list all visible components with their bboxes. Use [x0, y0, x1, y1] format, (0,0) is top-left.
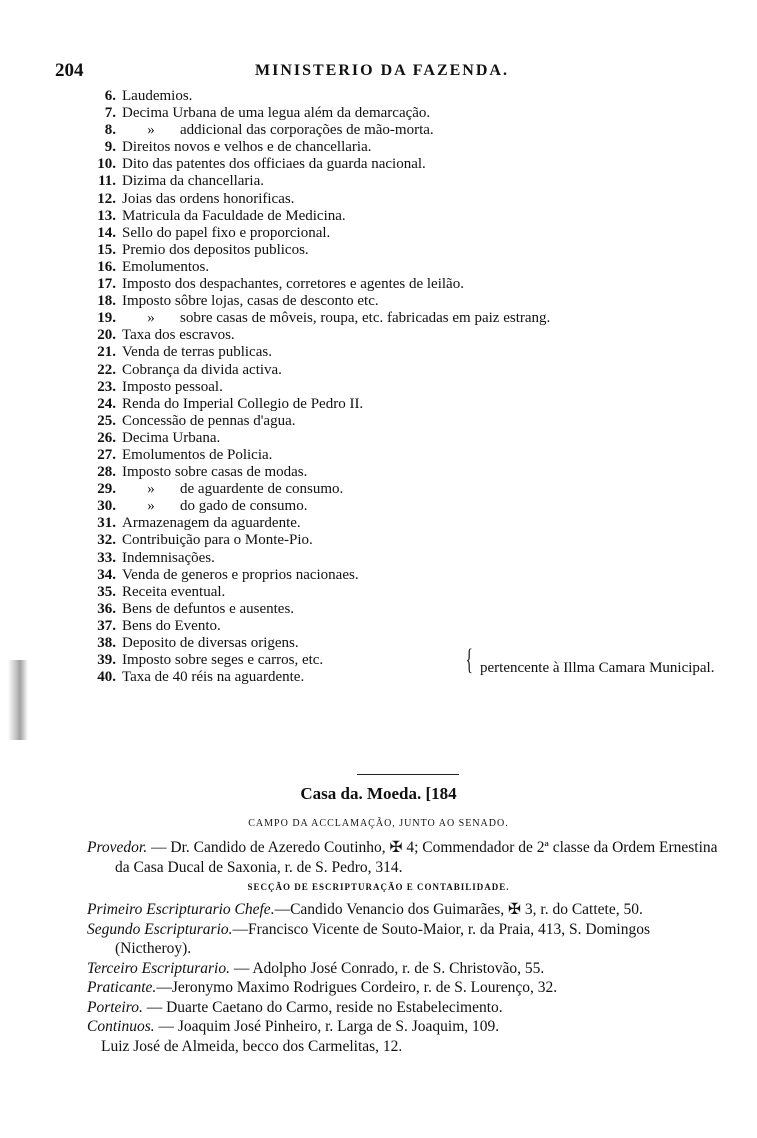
staff-entry — [87, 1017, 727, 1037]
item-number: 33. — [97, 549, 116, 566]
item-text: Concessão de pennas d'agua. — [122, 412, 296, 429]
item-text: Decima Urbana. — [122, 429, 221, 446]
list-item — [80, 362, 740, 379]
item-text: Emolumentos de Policia. — [122, 446, 273, 463]
item-number: 23. — [97, 378, 116, 395]
entry-text: —Candido Venancio dos Guimarães, ✠ 3, r. do Cattete, 50. — [274, 901, 643, 918]
item-text: Cobrança da divida activa. — [122, 361, 282, 378]
section-title: Casa da. Moeda. [184 — [300, 784, 457, 803]
ditto-mark: » — [147, 481, 155, 498]
item-text: Bens de defuntos e ausentes. — [122, 600, 295, 617]
item-text: Dizima da chancellaria. — [122, 173, 265, 190]
staff-list — [87, 900, 727, 1056]
item-text: Contribuição para o Monte-Pio. — [122, 532, 313, 549]
item-number: 15. — [97, 241, 116, 258]
staff-entry — [87, 900, 727, 920]
list-item — [80, 156, 740, 173]
item-number: 40. — [97, 669, 116, 686]
item-number: 22. — [97, 361, 116, 378]
item-number: 35. — [97, 583, 116, 600]
item-number: 10. — [97, 156, 116, 173]
item-text: Venda de generos e proprios nacionaes. — [122, 566, 359, 583]
divider — [357, 774, 459, 775]
entry-role: Segundo Escripturario. — [87, 920, 233, 938]
page-header — [55, 60, 695, 82]
item-number: 9. — [104, 139, 116, 156]
item-number: 19. — [97, 310, 116, 327]
list-item — [80, 310, 740, 327]
scan-artifact — [8, 660, 28, 740]
entry-role: Terceiro Escripturario. — [87, 959, 230, 977]
list-item — [80, 584, 740, 601]
item-number: 13. — [97, 207, 116, 224]
entry-text: —Jeronymo Maximo Rodrigues Cordeiro, r. de S. Lourenço, 32. — [156, 979, 558, 996]
list-item — [80, 635, 740, 652]
provedor-entry-block — [87, 838, 727, 877]
item-text: Taxa de 40 réis na aguardente. — [122, 669, 305, 686]
list-item — [80, 447, 740, 464]
staff-entry — [87, 998, 727, 1018]
list-item — [80, 191, 740, 208]
list-item — [80, 567, 740, 584]
item-number: 17. — [97, 276, 116, 293]
item-number: 36. — [97, 600, 116, 617]
item-number: 7. — [104, 105, 116, 122]
entry-text: —Francisco Vicente de Souto-Maior, r. da Praia, 413, S. Domingos (Nictheroy). — [115, 920, 650, 957]
item-number: 29. — [97, 481, 116, 498]
item-text: Premio dos depositos publicos. — [122, 241, 309, 258]
item-text: Venda de terras publicas. — [122, 344, 272, 361]
list-item — [80, 173, 740, 190]
item-number: 20. — [97, 327, 116, 344]
list-item — [80, 327, 740, 344]
list-item — [80, 276, 740, 293]
item-text: Matricula da Faculdade de Medicina. — [122, 207, 346, 224]
item-number: 6. — [104, 88, 116, 104]
item-number: 38. — [97, 635, 116, 651]
list-item — [80, 464, 740, 481]
ditto-mark: » — [147, 122, 155, 139]
list-item — [80, 532, 740, 549]
item-text: Emolumentos. — [122, 258, 210, 275]
list-item — [80, 208, 740, 225]
item-text: Imposto dos despachantes, corretores e agentes de leilão. — [122, 276, 464, 293]
brace-note: pertencente à Illma Camara Municipal. — [480, 660, 715, 677]
list-item — [80, 259, 740, 276]
running-title: MINISTERIO DA FAZENDA. — [255, 62, 509, 79]
list-item — [80, 379, 740, 396]
item-text: Imposto pessoal. — [122, 378, 223, 395]
entry-role: Praticante. — [87, 979, 157, 996]
entry-role: Continuos. — [87, 1018, 155, 1035]
page-number: 204 — [55, 60, 84, 81]
item-number: 27. — [97, 446, 116, 463]
staff-entry — [87, 959, 727, 979]
item-number: 14. — [97, 224, 116, 241]
item-number: 39. — [97, 652, 116, 669]
item-text: Direitos novos e velhos e de chancellaria. — [122, 139, 372, 156]
item-number: 12. — [97, 190, 116, 207]
list-item — [80, 618, 740, 635]
item-text: Taxa dos escravos. — [122, 327, 235, 344]
entry-text: — Adolpho José Conrado, r. de S. Christovão, 55. — [229, 959, 545, 977]
list-item — [80, 122, 740, 139]
list-item — [80, 88, 740, 105]
item-text: sobre casas de môveis, roupa, etc. fabricadas em paiz estrang. — [180, 310, 551, 327]
ditto-mark: » — [147, 498, 155, 515]
item-number: 16. — [97, 258, 116, 275]
list-item — [80, 481, 740, 498]
item-number: 18. — [97, 293, 116, 310]
item-number: 30. — [97, 498, 116, 515]
item-text: do gado de consumo. — [180, 498, 308, 515]
item-number: 28. — [97, 464, 116, 481]
list-item — [80, 515, 740, 532]
list-item — [80, 601, 740, 618]
ditto-mark: » — [147, 310, 155, 327]
revenue-list — [80, 88, 740, 686]
item-text: Armazenagem da aguardente. — [122, 515, 301, 532]
section-address: CAMPO DA ACCLAMAÇÃO, JUNTO AO SENADO. — [248, 818, 509, 829]
staff-entry: Luiz José de Almeida, becco dos Carmelitas, 12. — [101, 1037, 403, 1055]
item-text: Decima Urbana de uma legua além da demarcação. — [122, 105, 431, 122]
item-text: Renda do Imperial Collegio de Pedro II. — [122, 395, 364, 412]
entry-role: Primeiro Escripturario Chefe. — [87, 901, 275, 918]
item-text: Joias das ordens honorificas. — [122, 190, 295, 207]
item-number: 32. — [97, 532, 116, 549]
item-number: 37. — [97, 617, 116, 634]
staff-entry — [87, 920, 727, 959]
entry-text: — Duarte Caetano do Carmo, reside no Estabelecimento. — [142, 998, 503, 1016]
item-number: 21. — [97, 344, 116, 361]
item-number: 8. — [104, 122, 116, 139]
item-text: Imposto sobre casas de modas. — [122, 464, 308, 481]
item-number: 26. — [97, 429, 116, 446]
list-item — [80, 344, 740, 361]
list-item — [80, 242, 740, 259]
list-item — [80, 396, 740, 413]
list-item — [80, 498, 740, 515]
item-number: 31. — [97, 515, 116, 532]
item-text: Imposto sôbre lojas, casas de desconto etc. — [122, 293, 379, 310]
list-item — [80, 413, 740, 430]
provedor-entry — [87, 838, 727, 877]
item-number: 34. — [97, 566, 116, 583]
list-item — [80, 669, 740, 686]
item-text: de aguardente de consumo. — [180, 481, 344, 498]
item-number: 11. — [98, 173, 116, 190]
item-text: Indemnisações. — [122, 549, 215, 566]
item-text: Imposto sobre seges e carros, etc. — [122, 652, 324, 669]
item-text: Laudemios. — [122, 88, 193, 104]
item-text: Sello do papel fixo e proporcional. — [122, 224, 331, 241]
entry-text: — Joaquim José Pinheiro, r. Larga de S. Joaquim, 109. — [154, 1018, 500, 1035]
entry-text: — Dr. Candido de Azeredo Coutinho, ✠ 4; Commendador de 2ª classe da Ordem Ernestina da Casa Ducal de Saxonia, r. de S. Pedro, 314. — [115, 839, 718, 876]
subsection-title: SECÇÃO DE ESCRIPTURAÇÃO E CONTABILIDADE. — [247, 882, 510, 892]
list-item — [80, 105, 740, 122]
item-text: Receita eventual. — [122, 583, 226, 600]
brace: { — [465, 643, 473, 677]
list-item — [80, 139, 740, 156]
staff-entry — [87, 978, 727, 998]
entry-role: Provedor. — [87, 839, 148, 856]
entry-role: Porteiro. — [87, 998, 143, 1016]
item-text: Dito das patentes dos officiaes da guarda nacional. — [122, 156, 426, 173]
item-number: 24. — [97, 395, 116, 412]
list-item — [80, 293, 740, 310]
list-item — [80, 430, 740, 447]
list-item — [80, 225, 740, 242]
item-text: addicional das corporações de mão-morta. — [180, 122, 434, 139]
item-text: Deposito de diversas origens. — [122, 635, 299, 651]
list-item — [80, 550, 740, 567]
item-number: 25. — [97, 412, 116, 429]
item-text: Bens do Evento. — [122, 617, 221, 634]
